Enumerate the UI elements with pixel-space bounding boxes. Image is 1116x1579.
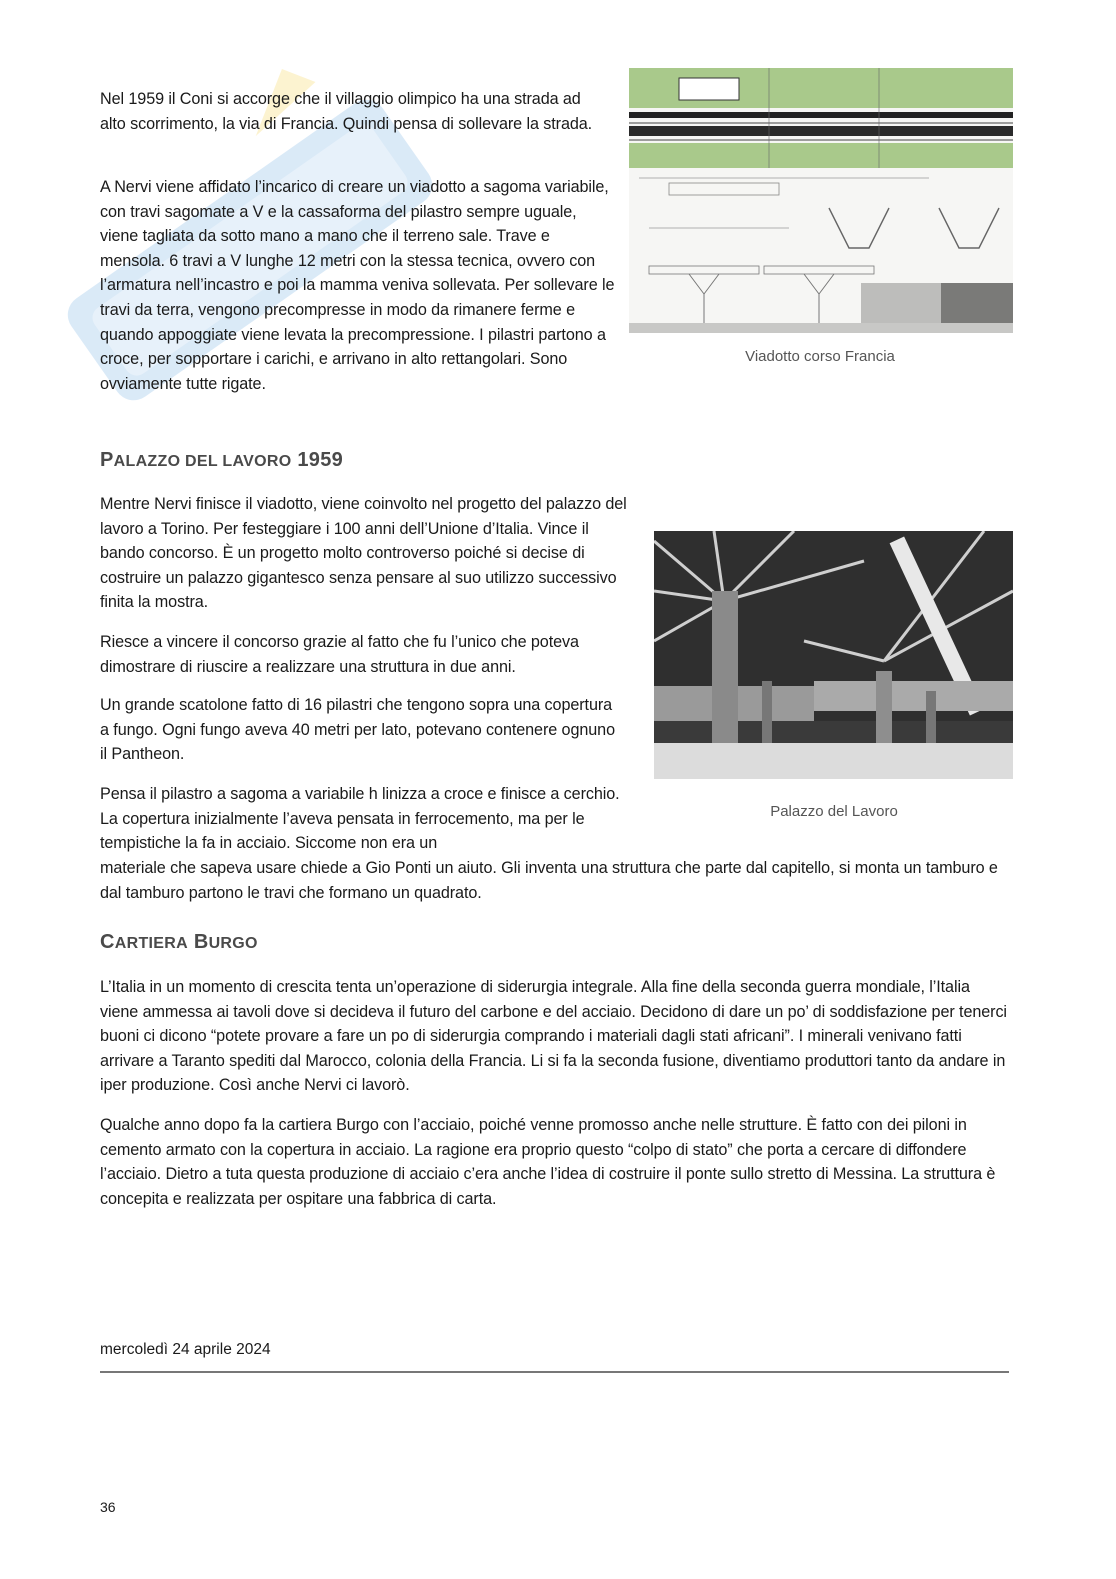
paragraph-concorso: Riesce a vincere il concorso grazie al fatto che fu l’unico che poteva dimostrare di riuscire a realizzare una struttura in due anni. bbox=[100, 633, 579, 676]
footer-date: mercoledì 24 aprile 2024 bbox=[100, 1341, 271, 1358]
viadotto-caption: Viadotto corso Francia bbox=[745, 348, 895, 365]
viadotto-drawing-figure bbox=[629, 68, 1013, 333]
paragraph-pilastro-part1: Pensa il pilastro a sagoma a variabile h linizza a croce e finisce a cerchio. La copertura inizialmente l’aveva pensata in ferrocemento, ma per le tempistiche la fa in acciaio. Siccome non era un bbox=[100, 785, 620, 853]
heading-palazzo-del-lavoro: PALAZZO DEL LAVORO 1959 bbox=[100, 449, 344, 471]
page-number: 36 bbox=[100, 1499, 116, 1515]
paragraph-siderurgia: L’Italia in un momento di crescita tenta un’operazione di siderurgia integrale. Alla fine della seconda guerra mondiale, l’Italia viene ammessa ai tavoli dove si decideva il futuro del carbone e del acciaio. Decidono di dare un po’ di soddisfazione per tenerci buoni ci dicono “potete provare a fare un po di siderurgia comprando i materiali dagli stati africani”. I minerali venivano fatti arrivare a Taranto spediti dal Marocco, colonia della Francia. Li si fa la seconda fusione, diventiamo produttori tanto da andare in iper produzione. Così anche Nervi ci lavorò. bbox=[100, 978, 1007, 1095]
palazzo-photo bbox=[654, 531, 1013, 779]
paragraph-palazzo: Mentre Nervi finisce il viadotto, viene coinvolto nel progetto del palazzo del lavoro a Torino. Per festeggiare i 100 anni dell’Unione d’Italia. Vince il bando concorso. È un progetto molto controverso poiché si decise di costruire un palazzo gigantesco senza pensare al suo utilizzo successivo finita la mostra. bbox=[100, 495, 627, 612]
palazzo-photo-figure bbox=[654, 531, 1013, 779]
paragraph-intro: Nel 1959 il Coni si accorge che il villaggio olimpico ha una strada ad alto scorrimento, la via di Francia. Quindi pensa di sollevare la strada. bbox=[100, 90, 593, 133]
paragraph-viadotto: A Nervi viene affidato l’incarico di creare un viadotto a sagoma variabile, con travi sagomate a V e la cassaforma del pilastro sempre uguale, viene tagliata da sotto mano a mano che il terreno sale. Trave e mensola. 6 travi a V lunghe 12 metri con la stessa tecnica, ovvero con l’armatura nell’incastro e poi la mamma veniva sollevata. Per sollevare le travi da terra, vengono precompresse in modo da rimanere ferme e quando appoggiate viene levata la precompressione. I pilastri partono a croce, per sopportare i carichi, e arrivano in alto rettangolari. Sono ovviamente tutte rigate. bbox=[100, 178, 615, 393]
palazzo-caption: Palazzo del Lavoro bbox=[770, 803, 898, 820]
footer-divider bbox=[100, 1371, 1009, 1373]
paragraph-scatolone: Un grande scatolone fatto di 16 pilastri che tengono sopra una copertura a fungo. Ogni fungo aveva 40 metri per lato, potevano contenere ognuno il Pantheon. bbox=[100, 696, 615, 764]
paragraph-pilastro-part2: materiale che sapeva usare chiede a Gio Ponti un aiuto. Gli inventa una struttura che parte dal capitello, si monta un tamburo e dal tamburo partono le travi che formano un quadrato. bbox=[100, 859, 998, 902]
paragraph-cartiera: Qualche anno dopo fa la cartiera Burgo con l’acciaio, poiché venne promosso anche nelle strutture. È fatto con dei piloni in cemento armato con la copertura in acciaio. La ragione era proprio questo “colpo di stato” che porta a cercare di diffondere l’acciaio. Dietro a tuta questa produzione di acciaio c’era anche l’idea di costruire il ponte sullo stretto di Messina. La struttura è concepita e realizzata per ospitare una fabbrica di carta. bbox=[100, 1116, 996, 1208]
heading-cartiera-burgo: CARTIERA BURGO bbox=[100, 931, 258, 953]
viadotto-drawing bbox=[629, 68, 1013, 333]
